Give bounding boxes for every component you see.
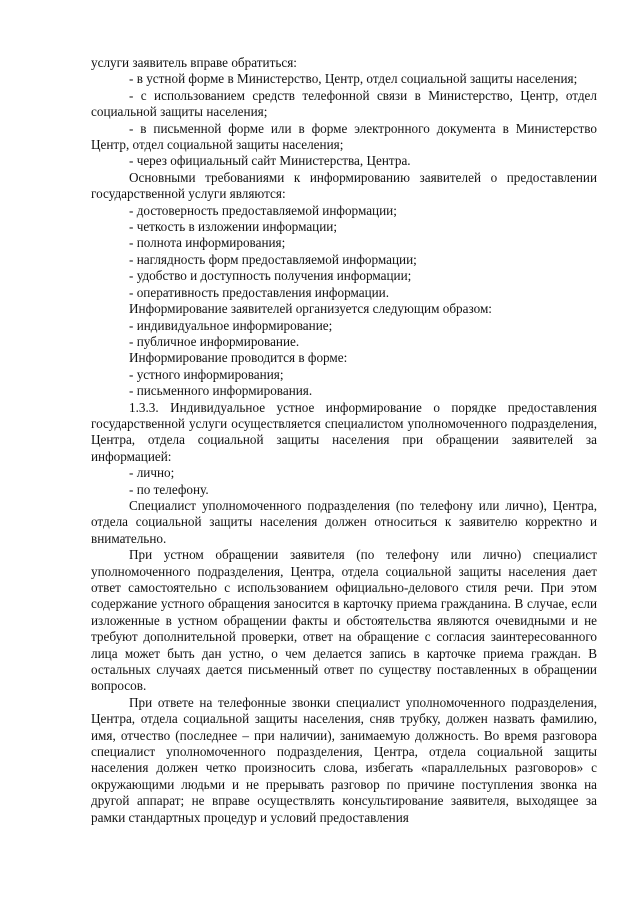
- list-item-public: - публичное информирование.: [129, 333, 300, 349]
- list-item-written-informing: - письменного информирования.: [129, 383, 313, 399]
- list-item-reliability: - достоверность предоставляемой информации;: [129, 202, 397, 218]
- list-item-written-form: - в письменной форме или в форме электронного документа в Министерство Центр, отдел социальной защиты населения;: [91, 120, 597, 153]
- paragraph-phone-calls: При ответе на телефонные звонки специалист уполномоченного подразделения, Центра, отдела социальной защиты населения, сняв трубку, должен назвать фамилию, имя, отчество (последнее – при наличии), занимаемую должность. Во время разговора специалист уполномоченного подразделения, Центра, отдела социальной защиты населения должен четко произносить слова, избегать «параллельных разговоров» с окружающими людьми и не прерывать разговор по причине поступления звонка на другой аппарат; не вправе осуществлять консультирование заявителя, выходящее за рамки стандартных процедур и условий предоставления: [91, 694, 597, 825]
- paragraph-0: услуги заявитель вправе обратиться:: [91, 55, 297, 70]
- document-page: [91, 55, 597, 826]
- paragraph-specialist: Специалист уполномоченного подразделения (по телефону или лично), Центра, отдела социальной защиты населения должен относиться к заявителю корректно и внимательно.: [91, 497, 597, 546]
- list-item-promptness: - оперативность предоставления информации.: [129, 284, 390, 300]
- list-item-visibility: - наглядность форм предоставляемой информации;: [129, 251, 417, 267]
- paragraph-organization: Информирование заявителей организуется следующим образом:: [129, 301, 492, 317]
- paragraph-1-3-3: 1.3.3. Индивидуальное устное информирование о порядке предоставления государственной услуги осуществляется специалистом уполномоченного подразделения, Центра, отдела социальной защиты населения при обращении заявителей за информацией:: [91, 399, 597, 464]
- list-item-oral-form: - в устной форме в Министерство, Центр, отдел социальной защиты населения;: [129, 71, 578, 87]
- paragraph-oral-appeal: При устном обращении заявителя (по телефону или лично) специалист уполномоченного подразделения, Центра, отдела социальной защиты населения дает ответ самостоятельно с использованием официально-делового стиля речи. При этом содержание устного обращения заносится в карточку приема гражданина. В случае, если изложенные в устном обращении факты и обстоятельства являются очевидными и не требуют дополнительной проверки, ответ на обращение с согласия заинтересованного лица может быть дан устно, о чем делается запись в карточке приема граждан. В остальных случаях дается письменный ответ по существу поставленных в обращении вопросов.: [91, 547, 597, 694]
- list-item-clarity: - четкость в изложении информации;: [129, 219, 338, 235]
- paragraph-forms: Информирование проводится в форме:: [129, 350, 348, 366]
- list-item-telephone: - с использованием средств телефонной связи в Министерство, Центр, отдел социальной защиты населения;: [91, 87, 597, 120]
- list-item-convenience: - удобство и доступность получения информации;: [129, 268, 412, 284]
- list-item-by-phone: - по телефону.: [129, 481, 209, 497]
- paragraph-requirements: Основными требованиями к информированию заявителей о предоставлении государственной услуги являются:: [91, 169, 597, 202]
- list-item-oral-informing: - устного информирования;: [129, 366, 284, 382]
- list-item-website: - через официальный сайт Министерства, Центра.: [129, 153, 411, 169]
- list-item-in-person: - лично;: [129, 465, 175, 481]
- list-item-individual: - индивидуальное информирование;: [129, 317, 333, 333]
- list-item-completeness: - полнота информирования;: [129, 235, 286, 251]
